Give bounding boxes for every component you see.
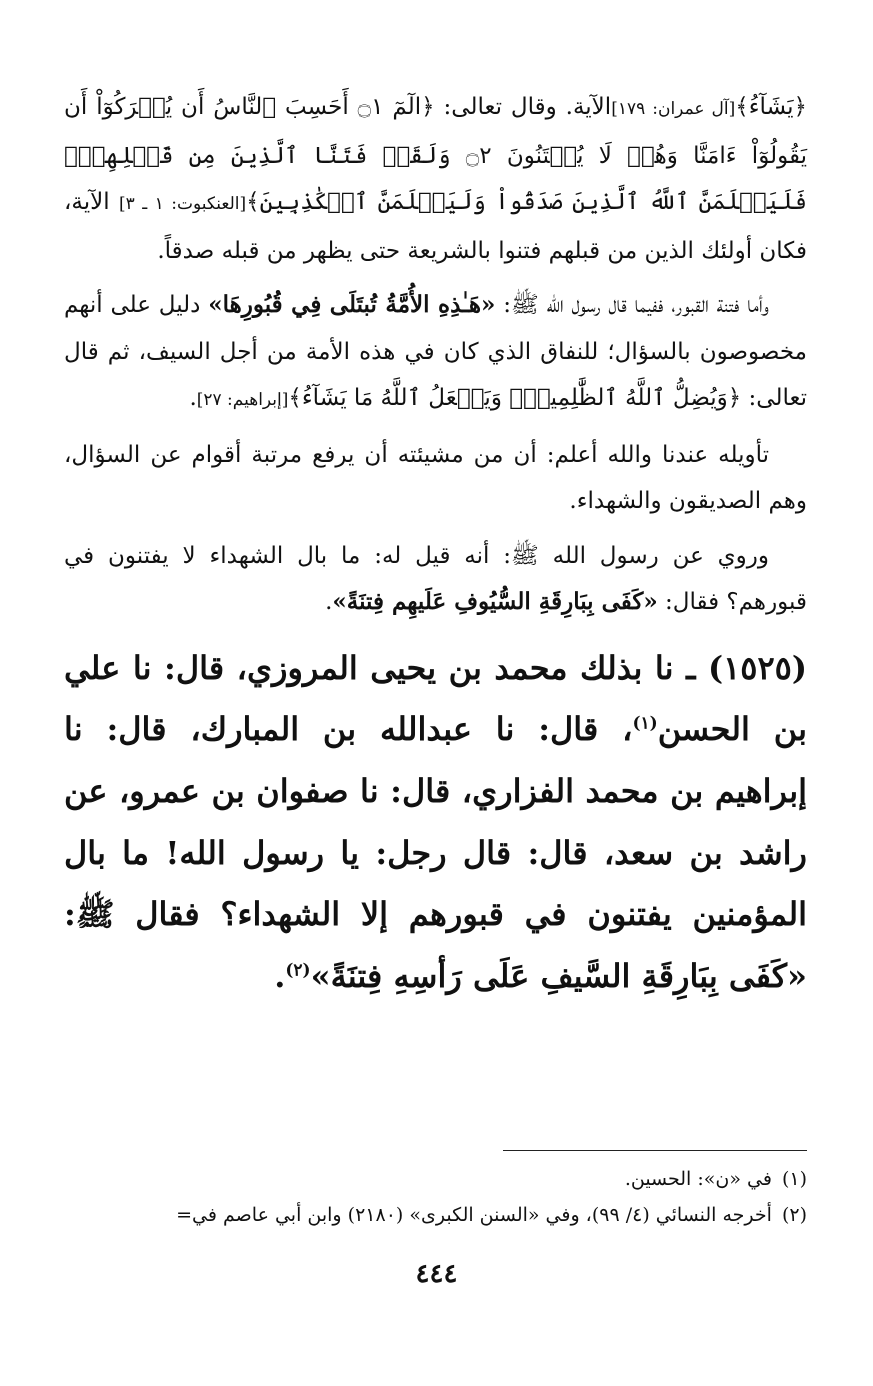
- paragraph-p1-part-2: الآية. وقال تعالى:: [434, 94, 612, 120]
- paragraph-p1-part-0: ﴿يَشَآءُ﴾: [735, 94, 807, 120]
- hadith-1525: [64, 638, 807, 1008]
- paragraph-p2-part-0: وأما فتنة القبور، ففيما قال رسول الله ﷺ:: [495, 292, 769, 318]
- paragraph-p2-part-1: «هَـٰذِهِ الأُمَّةُ تُبتَلَى فِي قُبُورِهَا»: [208, 291, 496, 318]
- hadith-part-0: (١٥٢٥) ـ نا بذلك محمد بن يحيى المروزي، قال: نا علي بن الحسن: [64, 648, 808, 749]
- paragraph-p1-part-1: [آل عمران: ١٧٩]: [611, 99, 736, 119]
- footnote-text: في «ن»: الحسين.: [624, 1168, 772, 1190]
- hadith-part-4: (٢): [285, 960, 311, 981]
- hadith-part-3: «كَفَى بِبَارِقَةِ السَّيفِ عَلَى رَأسِهِ فِتنَةً»: [310, 957, 807, 996]
- hadith-part-2: ، قال: نا عبدالله بن المبارك، قال: نا إبراهيم بن محمد الفزاري، قال: نا صفوان بن عمرو، عن راشد بن سعد، قال: قال رجل: يا رسول الله! ما بال المؤمنين يفتنون في قبورهم إلا الشهداء؟ فقال ﷺ:: [64, 710, 808, 934]
- paragraph-p4: [64, 533, 807, 626]
- hadith-part-1: (١): [632, 713, 658, 734]
- footnote-1: [64, 1161, 807, 1197]
- footnote-2: [64, 1197, 807, 1233]
- paragraph-p2-part-3: ﴿وَيُضِلُّ ٱللَّهُ ٱلظَّٰلِمِينَۚ وَيَفۡعَلُ ٱللَّهُ مَا يَشَآءُ﴾: [288, 385, 742, 411]
- paragraph-p4-part-0: وروي عن رسول الله ﷺ: أنه قيل له: ما بال الشهداء لا يفتنون في قبورهم؟ فقال:: [64, 542, 807, 615]
- paragraph-p2: [64, 282, 807, 424]
- footnote-number: (١): [781, 1168, 807, 1190]
- footnote-separator: [503, 1150, 807, 1151]
- main-text: [64, 84, 807, 626]
- paragraph-p1-part-3: ﴿الٓمٓ ۝١ أَحَسِبَ ٱلنَّاسُ أَن يُتۡرَكُوٓاْ أَن يَقُولُوٓاْ ءَامَنَّا وَهُمۡ لَا يُفۡتَنُونَ ۝٢ وَلَقَدۡ فَتَنَّا ٱلَّذِينَ مِن قَبۡلِهِمۡۖ فَلَيَعۡلَمَنَّ ٱللَّهُ ٱلَّذِينَ صَدَقُواْ وَلَيَعۡلَمَنَّ ٱلۡكَٰذِبِينَ﴾: [64, 94, 807, 215]
- paragraph-p1-part-5: الآية، فكان أولئك الذين من قبلهم فتنوا بالشريعة حتى يظهر من قبله صدقاً.: [64, 189, 807, 264]
- paragraph-p4-part-2: .: [325, 589, 333, 615]
- paragraph-p4-part-1: «كَفَى بِبَارِقَةِ السُّيُوفِ عَلَيهِم فِتنَةً»: [332, 588, 658, 615]
- paragraph-p3: [64, 432, 807, 525]
- paragraph-p1: [64, 84, 807, 274]
- paragraph-p2-part-4: [إبراهيم: ٢٧]: [196, 390, 289, 410]
- hadith-part-5: .: [274, 957, 286, 996]
- page-number: ٤٤٤: [415, 1259, 458, 1289]
- paragraph-p3-part-0: تأويله عندنا والله أعلم: أن من مشيئته أن يرفع مرتبة أقوام عن السؤال، وهم الصديقون والشهداء.: [64, 441, 807, 514]
- paragraph-p2-part-2: دليل على أنهم مخصوصون بالسؤال؛ للنفاق الذي كان في هذه الأمة من أجل السيف، ثم قال تعالى:: [64, 292, 807, 411]
- paragraph-p1-part-4: [العنكبوت: ١ ـ ٣]: [119, 194, 247, 214]
- paragraph-p2-part-5: .: [189, 385, 197, 411]
- footnote-text: أخرجه النسائي (٤/ ٩٩)، وفي «السنن الكبرى» (٢١٨٠) وابن أبي عاصم في=: [176, 1204, 772, 1226]
- footnotes: [64, 1161, 807, 1233]
- footnote-number: (٢): [781, 1204, 807, 1226]
